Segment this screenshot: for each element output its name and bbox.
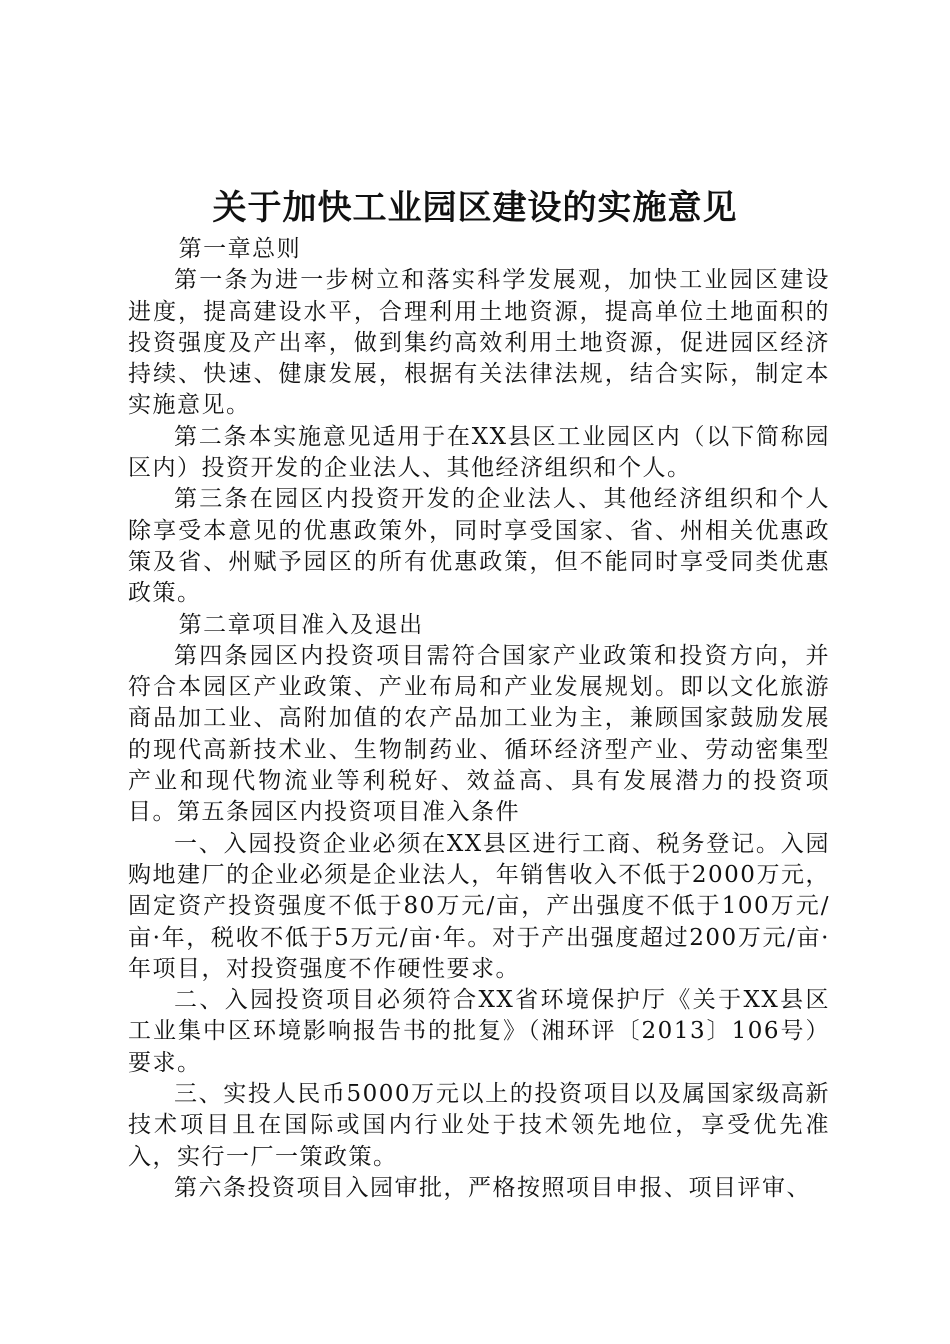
chapter-heading: 第二章项目准入及退出 — [178, 611, 424, 638]
article-paragraph: 第六条投资项目入园审批，严格按照项目申报、项目评审、 — [174, 1174, 811, 1201]
chapter-heading: 第一章总则 — [178, 236, 302, 262]
article-paragraph: 第四条园区内投资项目需符合国家产业政策和投资方向，并符合本园区产业政策、产业布局和产业发展规划。即以文化旅游商品加工业、高附加值的农产品加工业为主，兼顾国家鼓励发展的现代高新技术业、生物制药业、循环经济型产业、劳动密集型产业和现代物流业等利税好、效益高、具有发展潜力的投资项目。第五条园区内投资项目准入条件 — [128, 642, 830, 826]
clause-paragraph: 一、入园投资企业必须在XX县区进行工商、税务登记。入园购地建厂的企业必须是企业法人，年销售收入不低于2000万元，固定资产投资强度不低于80万元/亩，产出强度不低于100万元/亩·年，税收不低于5万元/亩·年。对于产出强度超过200万元/亩·年项目，对投资强度不作硬性要求。 — [128, 830, 830, 982]
article-paragraph: 第一条为进一步树立和落实科学发展观，加快工业园区建设进度，提高建设水平，合理利用土地资源，提高单位土地面积的投资强度及产出率，做到集约高效利用土地资源，促进园区经济持续、快速、健康发展，根据有关法律法规，结合实际，制定本实施意见。 — [128, 267, 830, 419]
document-title: 关于加快工业园区建设的实施意见 — [212, 188, 738, 228]
article-paragraph: 第三条在园区内投资开发的企业法人、其他经济组织和个人除享受本意见的优惠政策外，同时享受国家、省、州相关优惠政策及省、州赋予园区的所有优惠政策，但不能同时享受同类优惠政策。 — [128, 486, 830, 607]
clause-paragraph: 二、入园投资项目必须符合XX省环境保护厅《关于XX县区工业集中区环境影响报告书的批复》（湘环评〔2013〕106号）要求。 — [128, 987, 830, 1076]
document-body — [128, 234, 830, 1204]
article-paragraph: 第二条本实施意见适用于在XX县区工业园区内（以下简称园区内）投资开发的企业法人、其他经济组织和个人。 — [128, 423, 830, 482]
clause-paragraph: 三、实投人民币5000万元以上的投资项目以及属国家级高新技术项目且在国际或国内行业处于技术领先地位，享受优先准入，实行一厂一策政策。 — [128, 1081, 830, 1170]
